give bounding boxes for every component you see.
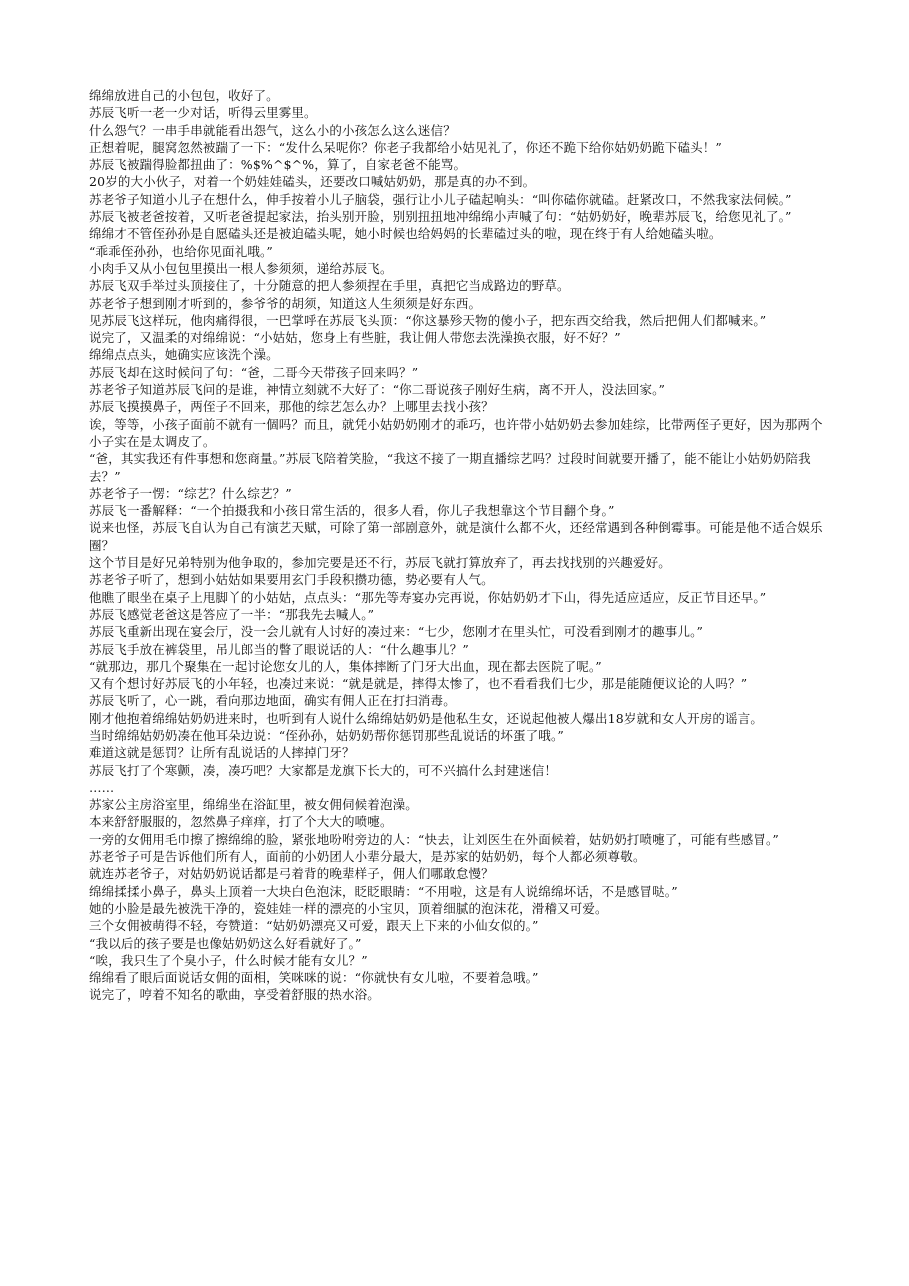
paragraph: “就那边，那几个聚集在一起讨论您女儿的人，集体摔断了门牙大出血，现在都去医院了呢。” [89,658,602,674]
paragraph: 苏辰飞打了个寒颤，凑，凑巧吧？大家都是龙旗下长大的，可不兴搞什么封建迷信！ [89,762,558,778]
paragraph: 苏辰飞摸摸鼻子，两侄子不回来，那他的综艺怎么办？上哪里去找小孩？ [89,399,494,415]
paragraph: 刚才他抱着绵绵姑奶奶进来时，也听到有人说什么绵绵姑奶奶是他私生女，还说起他被人爆出18岁就和女人开房的谣言。 [89,710,764,726]
paragraph: 苏辰飞听了，心一跳，看向那边地面，确实有佣人正在打扫消毒。 [89,693,456,709]
paragraph: 苏辰飞重新出现在宴会厅，没一会儿就有人讨好的凑过来：“七少，您刚才在里头忙，可没看到刚才的趣事儿。” [89,624,704,640]
paragraph: 难道这就是惩罚？让所有乱说话的人摔掉门牙？ [89,745,355,761]
paragraph: 苏辰飞感觉老爸这是答应了一半：“那我先去喊人。” [89,606,375,622]
paragraph: 诶，等等，小孩子面前不就有一個吗？而且，就凭小姑奶奶刚才的乖巧，也许带小姑奶奶去参加娃综，比带两侄子更好，因为那两个小子实在是太调皮了。 [89,416,823,449]
paragraph: 什么怨气？一串手串就能看出怨气，这么小的小孩怎么这么迷信？ [89,122,456,138]
paragraph: 绵绵放进自己的小包包，收好了。 [89,88,279,103]
paragraph: 见苏辰飞这样玩，他肉痛得很，一巴掌呼在苏辰飞头顶：“你这暴殄天物的傻小子，把东西交给我，然后把佣人们都喊来。” [89,312,767,328]
paragraph: 三个女佣被萌得不轻，夸赞道：“姑奶奶漂亮又可爱，跟天上下来的小仙女似的。” [89,918,539,934]
paragraph: 他瞧了眼坐在桌子上甩脚丫的小姑姑，点点头：“那先等寿宴办完再说，你姑奶奶才下山，得先适应适应，反正节目还早。” [89,589,767,605]
paragraph: 苏老爷子知道小儿子在想什么，伸手按着小儿子脑袋，强行让小儿子磕起响头：“叫你磕你就磕。赶紧改口，不然我家法伺候。” [89,191,792,207]
paragraph: 苏家公主房浴室里，绵绵坐在浴缸里，被女佣伺候着泡澡。 [89,797,418,813]
paragraph: 又有个想讨好苏辰飞的小年轻，也凑过来说：“就是就是，摔得太惨了，也不看看我们七少，那是能随便议论的人吗？” [89,676,748,692]
paragraph: “我以后的孩子要是也像姑奶奶这么好看就好了。” [89,935,362,951]
paragraph: 说来也怪，苏辰飞自认为自己有演艺天赋，可除了第一部剧意外，就是演什么都不火，还经常遇到各种倒霉事。可能是他不适合娱乐圈？ [89,520,823,553]
paragraph: 绵绵揉揉小鼻子，鼻头上顶着一大块白色泡沫，眨眨眼睛：“不用啦，这是有人说绵绵坏话，不是感冒哒。” [89,883,678,899]
paragraph: 苏辰飞被踹得脸都扭曲了：%$%^$^%，算了，自家老爸不能骂。 [89,157,467,173]
paragraph: 苏辰飞手放在裤袋里，吊儿郎当的瞥了眼说话的人：“什么趣事儿？” [89,641,469,657]
paragraph: 说完了，哼着不知名的歌曲，享受着舒服的热水浴。 [89,987,380,1003]
paragraph: 苏老爷子一愣：“综艺？什么综艺？” [89,485,292,501]
paragraph: 苏辰飞一番解释：“一个拍摄我和小孩日常生活的，很多人看，你儿子我想靠这个节目翻个身。” [89,503,615,519]
paragraph: 绵绵点点头，她确实应该洗个澡。 [89,347,279,363]
paragraph: 苏老爷子知道苏辰飞问的是谁，神情立刻就不大好了：“你二哥说孩子刚好生病，离不开人，没法回家。” [89,382,666,398]
paragraph: 苏辰飞听一老一少对话，听得云里雾里。 [89,105,317,121]
paragraph: 绵绵才不管侄孙孙是自愿磕头还是被迫磕头呢，她小时候也给妈妈的长辈磕过头的啦，现在终于有人给她磕头啦。 [89,226,722,242]
paragraph: “唉，我只生了个臭小子，什么时候才能有女儿？” [89,952,368,968]
paragraph: “乖乖侄孙孙，也给你见面礼哦。” [89,243,273,259]
paragraph: 正想着呢，腿窝忽然被踹了一下：“发什么呆呢你？你老子我都给小姑见礼了，你还不跪下给你姑奶奶跪下磕头！” [89,139,722,155]
paragraph: 苏辰飞被老爸按着，又听老爸提起家法，抬头别开脸，别别扭扭地冲绵绵小声喊了句：“姑奶奶好，晚辈苏辰飞，给您见礼了。” [89,209,792,225]
paragraph: 小肉手又从小包包里摸出一根人参须须，递给苏辰飞。 [89,260,393,276]
paragraph: “爸，其实我还有件事想和您商量。”苏辰飞陪着笑脸，“我这不接了一期直播综艺吗？过段时间就要开播了，能不能让小姑奶奶陪我去？” [89,451,811,484]
paragraph: 苏辰飞双手举过头顶接住了，十分随意的把人参须捏在手里，真把它当成路边的野草。 [89,278,570,294]
document-page [89,87,829,1004]
paragraph: 说完了，又温柔的对绵绵说：“小姑姑，您身上有些脏，我让佣人带您去洗澡换衣服，好不好？” [89,330,621,346]
paragraph: 这个节目是好兄弟特别为他争取的，参加完要是还不行，苏辰飞就打算放弃了，再去找找别的兴趣爱好。 [89,555,671,571]
paragraph: …… [89,779,115,795]
paragraph: 苏辰飞却在这时候问了句：“爸，二哥今天带孩子回来吗？” [89,364,419,380]
paragraph: 苏老爷子听了，想到小姑姑如果要用玄门手段积攒功德，势必要有人气。 [89,572,494,588]
paragraph: 20岁的大小伙子，对着一个奶娃娃磕头，还要改口喊姑奶奶，那是真的办不到。 [89,174,536,190]
paragraph: 她的小脸是最先被洗干净的，瓷娃娃一样的漂亮的小宝贝，顶着细腻的泡沫花，滑稽又可爱。 [89,900,608,916]
paragraph: 就连苏老爷子，对姑奶奶说话都是弓着背的晚辈样子，佣人们哪敢怠慢？ [89,866,494,882]
paragraph: 一旁的女佣用毛巾擦了擦绵绵的脸，紧张地吩咐旁边的人：“快去，让刘医生在外面候着，姑奶奶打喷嚏了，可能有些感冒。” [89,831,779,847]
paragraph: 本来舒舒服服的，忽然鼻子痒痒，打了个大大的喷嚏。 [89,814,393,830]
paragraph: 绵绵看了眼后面说话女佣的面相，笑咪咪的说：“你就快有女儿啦，不要着急哦。” [89,970,539,986]
paragraph: 苏老爷子可是告诉他们所有人，面前的小奶团人小辈分最大，是苏家的姑奶奶，每个人都必须尊敬。 [89,849,646,865]
paragraph: 苏老爷子想到刚才听到的，参爷爷的胡须，知道这人生须须是好东西。 [89,295,482,311]
paragraph: 当时绵绵姑奶奶凑在他耳朵边说：“侄孙孙，姑奶奶帮你惩罚那些乱说话的坏蛋了哦。” [89,727,564,743]
